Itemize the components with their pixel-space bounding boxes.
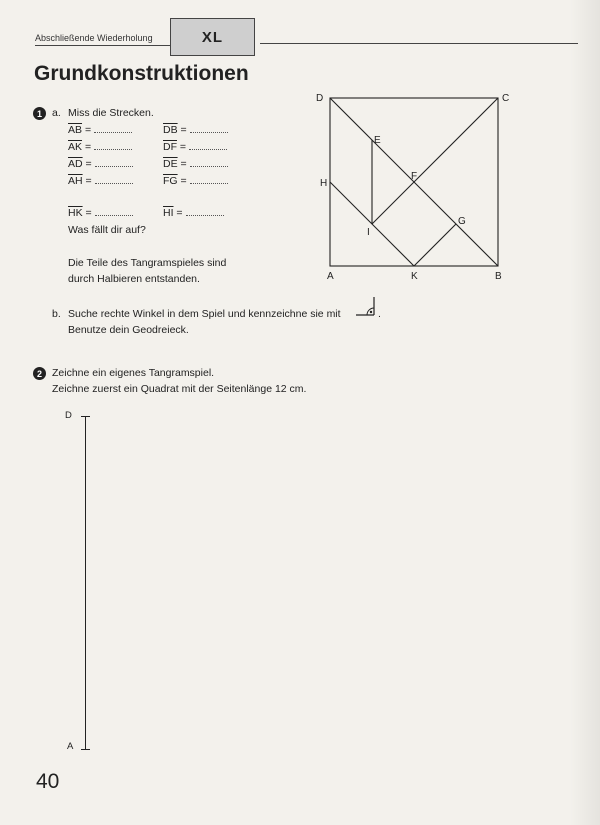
measure-row (68, 175, 133, 187)
equals-sign: = (176, 207, 183, 219)
segment-label: $\overline{HI}$ (163, 207, 174, 219)
header-rule-left (35, 45, 170, 46)
segment-label: $\overline{DB}$ (163, 124, 178, 136)
task1-b-line2: Benutze dein Geodreieck. (68, 324, 189, 336)
answer-blank[interactable] (94, 124, 132, 133)
task1-b-line1: Suche rechte Winkel in dem Spiel und kennzeichne sie mit (68, 308, 341, 320)
equals-sign: = (179, 141, 187, 153)
page-title: Grundkonstruktionen (34, 62, 249, 85)
chapter-tab-label: XL (201, 28, 224, 46)
measure-row (163, 141, 227, 153)
task-number-2: 2 (33, 367, 46, 380)
label-g: G (458, 216, 466, 227)
task1-question: Was fällt dir auf? (68, 224, 146, 236)
measure-row (163, 207, 224, 219)
label-d: D (316, 93, 324, 104)
answer-blank[interactable] (189, 141, 227, 150)
answer-blank[interactable] (95, 175, 133, 184)
segment-label: $\overline{FG}$ (163, 175, 178, 187)
segment-label: $\overline{DF}$ (163, 141, 177, 153)
task2-line2: Zeichne zuerst ein Quadrat mit der Seitenlänge 12 cm. (52, 383, 307, 395)
answer-blank[interactable] (190, 124, 228, 133)
measure-row (68, 124, 132, 136)
equals-sign: = (180, 158, 187, 170)
measure-row (163, 175, 228, 187)
segment-label: $\overline{DE}$ (163, 158, 178, 170)
measure-row (163, 124, 228, 136)
label-f: F (411, 171, 418, 182)
measure-row (68, 207, 133, 219)
task1-note-line1: Die Teile des Tangramspieles sind (68, 257, 227, 269)
segment-label: $\overline{AD}$ (68, 158, 83, 170)
label-k: K (411, 271, 418, 282)
measure-row (163, 158, 228, 170)
equals-sign: = (85, 175, 92, 187)
equals-sign: = (85, 158, 92, 170)
side-ad-line (85, 416, 86, 750)
task1-a-instruction: Miss die Strecken. (68, 107, 154, 119)
label-d-vertical: D (65, 410, 72, 421)
answer-blank[interactable] (190, 158, 228, 167)
label-b: B (495, 271, 502, 282)
answer-blank[interactable] (190, 175, 228, 184)
task1-a-label: a. (52, 107, 61, 119)
task2-line1: Zeichne ein eigenes Tangramspiel. (52, 367, 215, 379)
right-angle-icon (354, 295, 378, 319)
segment-label: $\overline{HK}$ (68, 207, 83, 219)
equals-sign: = (180, 175, 187, 187)
answer-blank[interactable] (186, 207, 224, 216)
measure-row (68, 158, 133, 170)
answer-blank[interactable] (95, 207, 133, 216)
tick-bottom (81, 749, 90, 750)
label-c: C (502, 93, 510, 104)
answer-blank[interactable] (95, 158, 133, 167)
diagonal-cf-i (372, 98, 498, 224)
task1-note-line2: durch Halbieren entstanden. (68, 273, 200, 285)
measure-row (68, 141, 132, 153)
task1-b-line1-end: . (378, 308, 381, 320)
label-a-vertical: A (67, 741, 74, 752)
segment-kg (414, 224, 456, 266)
label-i: I (367, 227, 370, 238)
segment-label: $\overline{AH}$ (68, 175, 83, 187)
task1-b-label: b. (52, 308, 61, 320)
section-label: Abschließende Wiederholung (35, 33, 153, 43)
equals-sign: = (180, 124, 187, 136)
equals-sign: = (84, 124, 92, 136)
label-e: E (374, 135, 381, 146)
segment-label: $\overline{AB}$ (68, 124, 83, 136)
chapter-tab (170, 18, 255, 56)
task-number-1: 1 (33, 107, 46, 120)
page-edge-shadow (570, 0, 600, 825)
page-number: 40 (36, 770, 60, 793)
equals-sign: = (84, 141, 92, 153)
answer-blank[interactable] (94, 141, 132, 150)
label-h: H (320, 178, 328, 189)
equals-sign: = (85, 207, 92, 219)
segment-label: $\overline{AK}$ (68, 141, 83, 153)
tangram-diagram (310, 88, 530, 283)
label-a: A (327, 271, 334, 282)
header-rule-right (260, 43, 578, 44)
